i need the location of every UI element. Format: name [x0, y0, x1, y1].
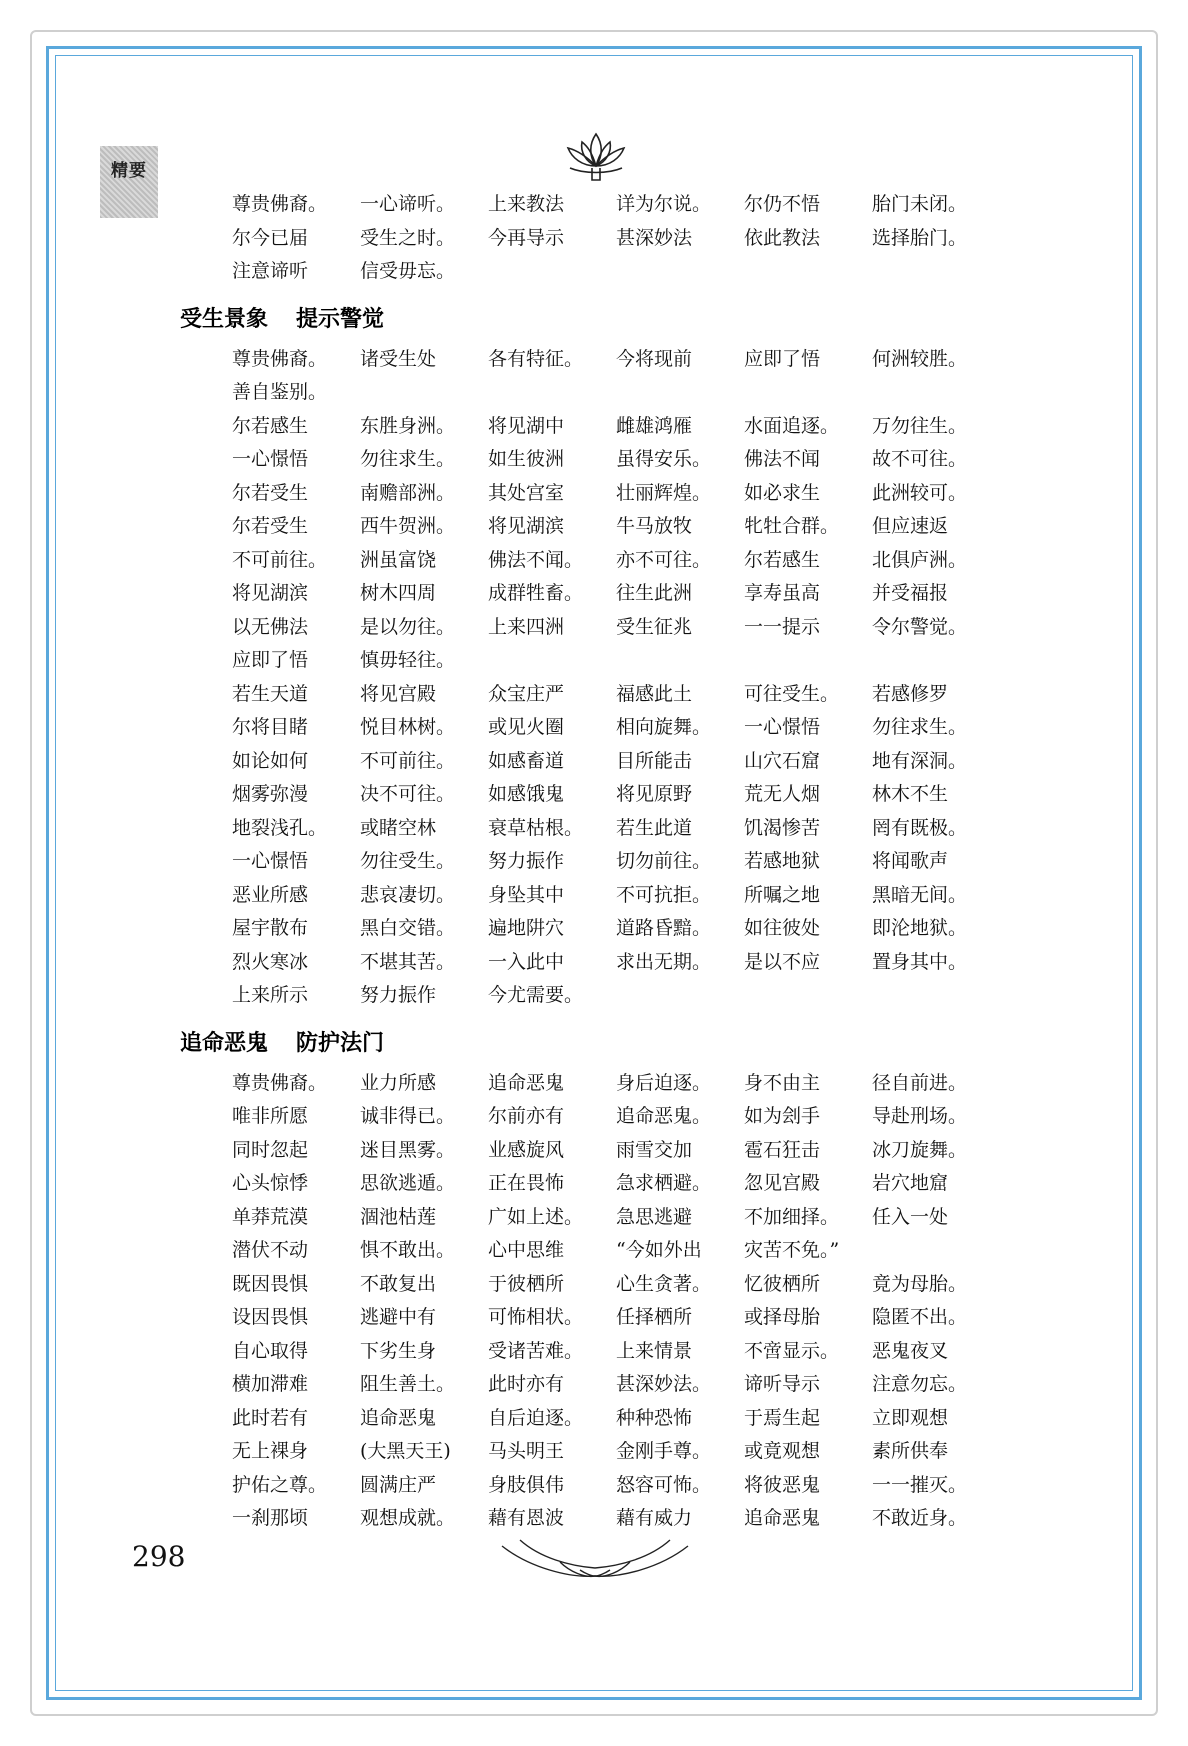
verse-phrase: 信受毋忘。: [360, 260, 456, 282]
verse-phrase: 求出无期。: [616, 950, 712, 973]
verse-phrase: 急求栖避。: [616, 1172, 712, 1194]
verse-phrase: 若感地狱: [744, 850, 821, 872]
verse-phrase: 尊贵佛裔。: [232, 193, 328, 215]
verse-line: [232, 410, 1020, 444]
verse-phrase: 牝牡合群。: [744, 515, 840, 537]
verse-phrase: 如必求生: [744, 481, 821, 504]
verse-phrase: 享寿虽高: [744, 582, 821, 604]
verse-line: [232, 946, 1020, 980]
verse-phrase: 思欲逃遁。: [360, 1172, 456, 1194]
verse-phrase: 不啻显示。: [744, 1339, 840, 1362]
verse-phrase: 雌雄鸿雁: [616, 414, 693, 437]
verse-phrase: 一心憬悟: [232, 448, 309, 470]
verse-block: [232, 343, 1020, 1013]
verse-phrase: 若感修罗: [872, 682, 949, 705]
verse-line: [232, 222, 1020, 256]
verse-line: [232, 577, 1020, 611]
verse-phrase: 无上裸身: [232, 1440, 309, 1462]
verse-phrase: 将见湖滨: [488, 515, 565, 537]
verse-phrase: 上来四洲: [488, 615, 565, 638]
verse-phrase: 屋宇散布: [232, 917, 309, 939]
verse-phrase: 即沦地狱。: [872, 917, 968, 939]
verse-phrase: 不堪其苦。: [360, 950, 456, 973]
section-heading: [180, 289, 1020, 343]
verse-phrase: 尔将目睹: [232, 716, 309, 738]
verse-phrase: 甚深妙法: [616, 226, 693, 249]
verse-phrase: 佛法不闻。: [488, 548, 584, 571]
verse-line: [232, 711, 1020, 745]
lotus-icon: [556, 128, 636, 184]
verse-phrase: 切勿前往。: [616, 850, 712, 872]
verse-phrase: (大黑天王): [360, 1440, 451, 1462]
verse-phrase: 如生彼洲: [488, 448, 565, 470]
verse-line: [232, 745, 1020, 779]
verse-phrase: 目所能击: [616, 749, 693, 772]
verse-phrase: 潜伏不动: [232, 1239, 309, 1261]
verse-phrase: 努力振作: [488, 850, 565, 872]
verse-phrase: 若生此道: [616, 816, 693, 839]
verse-phrase: 将见原野: [616, 783, 693, 805]
verse-phrase: 地有深洞。: [872, 749, 968, 772]
page-number: 298: [132, 1540, 186, 1573]
verse-phrase: 恶鬼夜叉: [872, 1339, 949, 1362]
verse-line: [232, 1067, 1020, 1101]
verse-phrase: 壮丽辉煌。: [616, 481, 712, 504]
verse-phrase: 应即了悟: [232, 649, 309, 671]
verse-phrase: 冰刀旋舞。: [872, 1138, 968, 1161]
verse-phrase: 或睹空林: [360, 816, 437, 839]
verse-phrase: 尔若感生: [232, 414, 309, 437]
verse-phrase: 如为刽手: [744, 1105, 821, 1127]
verse-phrase: 若生天道: [232, 682, 309, 705]
verse-phrase: 身肢俱伟: [488, 1473, 565, 1496]
verse-phrase: 今再导示: [488, 226, 565, 249]
verse-phrase: 注意谛听: [232, 260, 309, 282]
verse-phrase: 以无佛法: [232, 615, 309, 638]
verse-phrase: 身坠其中: [488, 883, 565, 906]
verse-line: [232, 1268, 1020, 1302]
verse-phrase: 观想成就。: [360, 1507, 456, 1529]
section-heading-sub: 提示警觉: [296, 306, 385, 332]
verse-phrase: 一一提示: [744, 615, 821, 638]
verse-line: [232, 611, 1020, 645]
verse-phrase: 或择母胎: [744, 1306, 821, 1328]
verse-phrase: 烟雾弥漫: [232, 783, 309, 805]
verse-line: [232, 778, 1020, 812]
verse-phrase: 尔若感生: [744, 548, 821, 571]
verse-phrase: 罔有既极。: [872, 816, 968, 839]
verse-phrase: 并受福报: [872, 582, 949, 604]
verse-line: [232, 343, 1020, 377]
verse-phrase: 马头明王: [488, 1440, 565, 1462]
verse-phrase: 洲虽富饶: [360, 548, 437, 571]
verse-line: [232, 1201, 1020, 1235]
verse-phrase: 谛听导示: [744, 1373, 821, 1395]
verse-phrase: 今尤需要。: [488, 984, 584, 1006]
verse-phrase: 将彼恶鬼: [744, 1473, 821, 1496]
verse-phrase: 立即观想: [872, 1406, 949, 1429]
verse-line: [232, 188, 1020, 222]
verse-phrase: 虽得安乐。: [616, 448, 712, 470]
verse-phrase: 自心取得: [232, 1339, 309, 1362]
verse-line: [232, 376, 1020, 410]
verse-phrase: 岩穴地窟: [872, 1172, 949, 1194]
verse-phrase: 受诸苦难。: [488, 1339, 584, 1362]
verse-phrase: 故不可往。: [872, 448, 968, 470]
verse-phrase: 一入此中: [488, 950, 565, 973]
verse-phrase: 素所供奉: [872, 1440, 949, 1462]
verse-phrase: 详为尔说。: [616, 193, 712, 215]
verse-phrase: 藉有威力: [616, 1507, 693, 1529]
verse-line: [232, 1100, 1020, 1134]
verse-phrase: 心生贪著。: [616, 1272, 712, 1295]
verse-phrase: 追命恶鬼: [360, 1406, 437, 1429]
verse-line: [232, 678, 1020, 712]
verse-phrase: 可往受生。: [744, 682, 840, 705]
verse-line: [232, 544, 1020, 578]
verse-phrase: 导赴刑场。: [872, 1105, 968, 1127]
verse-phrase: 地裂浅孔。: [232, 816, 328, 839]
verse-phrase: 勿往受生。: [360, 850, 456, 872]
verse-phrase: 衰草枯根。: [488, 816, 584, 839]
verse-line: [232, 1167, 1020, 1201]
verse-phrase: 涸池枯莲: [360, 1205, 437, 1228]
verse-phrase: 各有特征。: [488, 347, 584, 370]
verse-phrase: 慎毋轻往。: [360, 649, 456, 671]
verse-phrase: 决不可往。: [360, 783, 456, 805]
verse-phrase: 或竟观想: [744, 1440, 821, 1462]
verse-phrase: 往生此洲: [616, 582, 693, 604]
verse-phrase: 佛法不闻: [744, 448, 821, 470]
verse-phrase: 受生征兆: [616, 615, 693, 638]
verse-phrase: 护佑之尊。: [232, 1473, 328, 1496]
verse-line: [232, 845, 1020, 879]
verse-phrase: 忆彼栖所: [744, 1272, 821, 1295]
verse-phrase: 其处宫室: [488, 481, 565, 504]
verse-phrase: 急思逃避: [616, 1205, 693, 1228]
verse-phrase: 种种恐怖: [616, 1406, 693, 1429]
verse-phrase: 不敢近身。: [872, 1507, 968, 1529]
verse-phrase: 是以勿往。: [360, 615, 456, 638]
verse-phrase: 勿往求生。: [872, 716, 968, 738]
verse-phrase: 追命恶鬼: [488, 1071, 565, 1094]
verse-phrase: 遍地阱穴: [488, 917, 565, 939]
verse-phrase: 同时忽起: [232, 1138, 309, 1161]
verse-phrase: 身不由主: [744, 1071, 821, 1094]
verse-phrase: 诚非得已。: [360, 1105, 456, 1127]
verse-phrase: 金刚手尊。: [616, 1440, 712, 1462]
verse-phrase: 林木不生: [872, 783, 949, 805]
verse-phrase: 迷目黑雾。: [360, 1138, 456, 1161]
verse-phrase: 上来所示: [232, 984, 309, 1006]
verse-phrase: 令尔警觉。: [872, 615, 968, 638]
verse-phrase: 水面追逐。: [744, 414, 840, 437]
verse-phrase: 将见宫殿: [360, 682, 437, 705]
verse-phrase: 此时若有: [232, 1406, 309, 1429]
verse-phrase: 或见火圈: [488, 716, 565, 738]
verse-phrase: 径自前进。: [872, 1071, 968, 1094]
verse-line: [232, 979, 1020, 1013]
verse-phrase: 如论如何: [232, 749, 309, 772]
verse-phrase: 注意勿忘。: [872, 1373, 968, 1395]
verse-phrase: 尔仍不悟: [744, 193, 821, 215]
verse-phrase: 饥渴惨苦: [744, 816, 821, 839]
verse-phrase: 成群牲畜。: [488, 582, 584, 604]
verse-phrase: 不可前往。: [360, 749, 456, 772]
verse-phrase: 依此教法: [744, 226, 821, 249]
verse-phrase: 此洲较可。: [872, 481, 968, 504]
verse-phrase: 任择栖所: [616, 1306, 693, 1328]
verse-phrase: 上来情景: [616, 1339, 693, 1362]
verse-phrase: 灾苦不免。”: [744, 1239, 840, 1261]
verse-phrase: 藉有恩波: [488, 1507, 565, 1529]
verse-phrase: 于焉生起: [744, 1406, 821, 1429]
badge-text: 精要: [111, 161, 147, 181]
verse-phrase: 道路昏黯。: [616, 917, 712, 939]
verse-phrase: 今将现前: [616, 347, 693, 370]
verse-phrase: 尔若受生: [232, 481, 309, 504]
verse-phrase: 尔若受生: [232, 515, 309, 537]
verse-phrase: 设因畏惧: [232, 1306, 309, 1328]
verse-phrase: 努力振作: [360, 984, 437, 1006]
verse-phrase: 黑白交错。: [360, 917, 456, 939]
verse-phrase: 逃避中有: [360, 1306, 437, 1328]
verse-phrase: 悦目林树。: [360, 716, 456, 738]
verse-phrase: “今如外出: [616, 1239, 702, 1261]
verse-phrase: 选择胎门。: [872, 226, 968, 249]
verse-phrase: 不可前往。: [232, 548, 328, 571]
verse-phrase: 此时亦有: [488, 1373, 565, 1395]
verse-phrase: 横加滞难: [232, 1373, 309, 1395]
verse-phrase: 烈火寒冰: [232, 950, 309, 973]
verse-phrase: 既因畏惧: [232, 1272, 309, 1295]
verse-phrase: 身后迫逐。: [616, 1071, 712, 1094]
text-body: [180, 188, 1020, 1536]
verse-phrase: 将见湖滨: [232, 582, 309, 604]
verse-line: [232, 1435, 1020, 1469]
section-heading-main: 追命恶鬼: [180, 1030, 269, 1056]
verse-phrase: 不可抗拒。: [616, 883, 712, 906]
verse-phrase: 西牛贺洲。: [360, 515, 456, 537]
verse-phrase: 于彼栖所: [488, 1272, 565, 1295]
verse-phrase: 山穴石窟: [744, 749, 821, 772]
verse-phrase: 雨雪交加: [616, 1138, 693, 1161]
verse-phrase: 自后迫逐。: [488, 1406, 584, 1429]
verse-phrase: 下劣生身: [360, 1339, 437, 1362]
verse-phrase: 单莽荒漠: [232, 1205, 309, 1228]
verse-phrase: 竟为母胎。: [872, 1272, 968, 1295]
verse-phrase: 树木四周: [360, 582, 437, 604]
verse-line: [232, 477, 1020, 511]
verse-phrase: 荒无人烟: [744, 783, 821, 805]
verse-line: [232, 1301, 1020, 1335]
verse-phrase: 勿往求生。: [360, 448, 456, 470]
verse-phrase: 是以不应: [744, 950, 821, 973]
verse-phrase: 心头惊悸: [232, 1172, 309, 1194]
verse-phrase: 追命恶鬼: [744, 1507, 821, 1529]
verse-phrase: 所嘱之地: [744, 883, 821, 906]
section-heading-sub: 防护法门: [296, 1030, 385, 1056]
verse-phrase: 胎门未闭。: [872, 193, 968, 215]
verse-phrase: 悲哀凄切。: [360, 883, 456, 906]
verse-phrase: 东胜身洲。: [360, 414, 456, 437]
verse-phrase: 心中思维: [488, 1239, 565, 1261]
verse-phrase: 如往彼处: [744, 917, 821, 939]
verse-line: [232, 443, 1020, 477]
verse-phrase: 一心憬悟: [744, 716, 821, 738]
verse-block: [232, 188, 1020, 289]
verse-phrase: 善自鉴别。: [232, 381, 328, 403]
section-badge: [100, 146, 158, 218]
verse-line: [232, 812, 1020, 846]
verse-phrase: 业感旋风: [488, 1138, 565, 1161]
verse-phrase: 不加细择。: [744, 1205, 840, 1228]
verse-phrase: 但应速返: [872, 515, 949, 537]
verse-phrase: 尔今已届: [232, 226, 309, 249]
verse-phrase: 置身其中。: [872, 950, 968, 973]
verse-phrase: 南赡部洲。: [360, 481, 456, 504]
verse-line: [232, 510, 1020, 544]
verse-phrase: 何洲较胜。: [872, 347, 968, 370]
verse-phrase: 诸受生处: [360, 347, 437, 370]
verse-phrase: 众宝庄严: [488, 682, 565, 705]
verse-phrase: 忽见宫殿: [744, 1172, 821, 1194]
verse-line: [232, 1469, 1020, 1503]
verse-phrase: 将见湖中: [488, 414, 565, 437]
folded-hands-icon: [500, 1528, 690, 1588]
verse-line: [232, 1335, 1020, 1369]
verse-phrase: 不敢复出: [360, 1272, 437, 1295]
verse-phrase: 唯非所愿: [232, 1105, 309, 1127]
verse-phrase: 万勿往生。: [872, 414, 968, 437]
verse-phrase: 亦不可往。: [616, 548, 712, 571]
verse-phrase: 正在畏怖: [488, 1172, 565, 1194]
verse-phrase: 尊贵佛裔。: [232, 347, 328, 370]
verse-phrase: 怒容可怖。: [616, 1473, 712, 1496]
verse-phrase: 黑暗无间。: [872, 883, 968, 906]
verse-line: [232, 879, 1020, 913]
verse-line: [232, 1368, 1020, 1402]
verse-phrase: 一心谛听。: [360, 193, 456, 215]
verse-phrase: 甚深妙法。: [616, 1373, 712, 1395]
verse-phrase: 受生之时。: [360, 226, 456, 249]
verse-phrase: 北俱庐洲。: [872, 548, 968, 571]
section-heading: [180, 1013, 1020, 1067]
verse-phrase: 一一摧灭。: [872, 1473, 968, 1496]
verse-line: [232, 1402, 1020, 1436]
verse-phrase: 任入一处: [872, 1205, 949, 1228]
verse-phrase: 雹石狂击: [744, 1138, 821, 1161]
verse-phrase: 将闻歌声: [872, 850, 949, 872]
verse-phrase: 追命恶鬼。: [616, 1105, 712, 1127]
verse-line: [232, 644, 1020, 678]
verse-phrase: 如感饿鬼: [488, 783, 565, 805]
verse-phrase: 惧不敢出。: [360, 1239, 456, 1261]
section-heading-main: 受生景象: [180, 306, 269, 332]
verse-phrase: 阻生善土。: [360, 1373, 456, 1395]
verse-line: [232, 1134, 1020, 1168]
verse-phrase: 牛马放牧: [616, 515, 693, 537]
verse-line: [232, 255, 1020, 289]
verse-phrase: 上来教法: [488, 193, 565, 215]
verse-line: [232, 912, 1020, 946]
verse-phrase: 业力所感: [360, 1071, 437, 1094]
verse-phrase: 恶业所感: [232, 883, 309, 906]
verse-phrase: 相向旋舞。: [616, 716, 712, 738]
verse-phrase: 尊贵佛裔。: [232, 1071, 328, 1094]
verse-phrase: 福感此土: [616, 682, 693, 705]
verse-phrase: 如感畜道: [488, 749, 565, 772]
verse-block: [232, 1067, 1020, 1536]
verse-phrase: 圆满庄严: [360, 1473, 437, 1496]
verse-phrase: 隐匿不出。: [872, 1306, 968, 1328]
verse-phrase: 一刹那顷: [232, 1507, 309, 1529]
verse-line: [232, 1234, 1020, 1268]
verse-phrase: 应即了悟: [744, 347, 821, 370]
verse-phrase: 广如上述。: [488, 1205, 584, 1228]
verse-phrase: 一心憬悟: [232, 850, 309, 872]
verse-phrase: 尔前亦有: [488, 1105, 565, 1127]
verse-phrase: 可怖相状。: [488, 1306, 584, 1328]
